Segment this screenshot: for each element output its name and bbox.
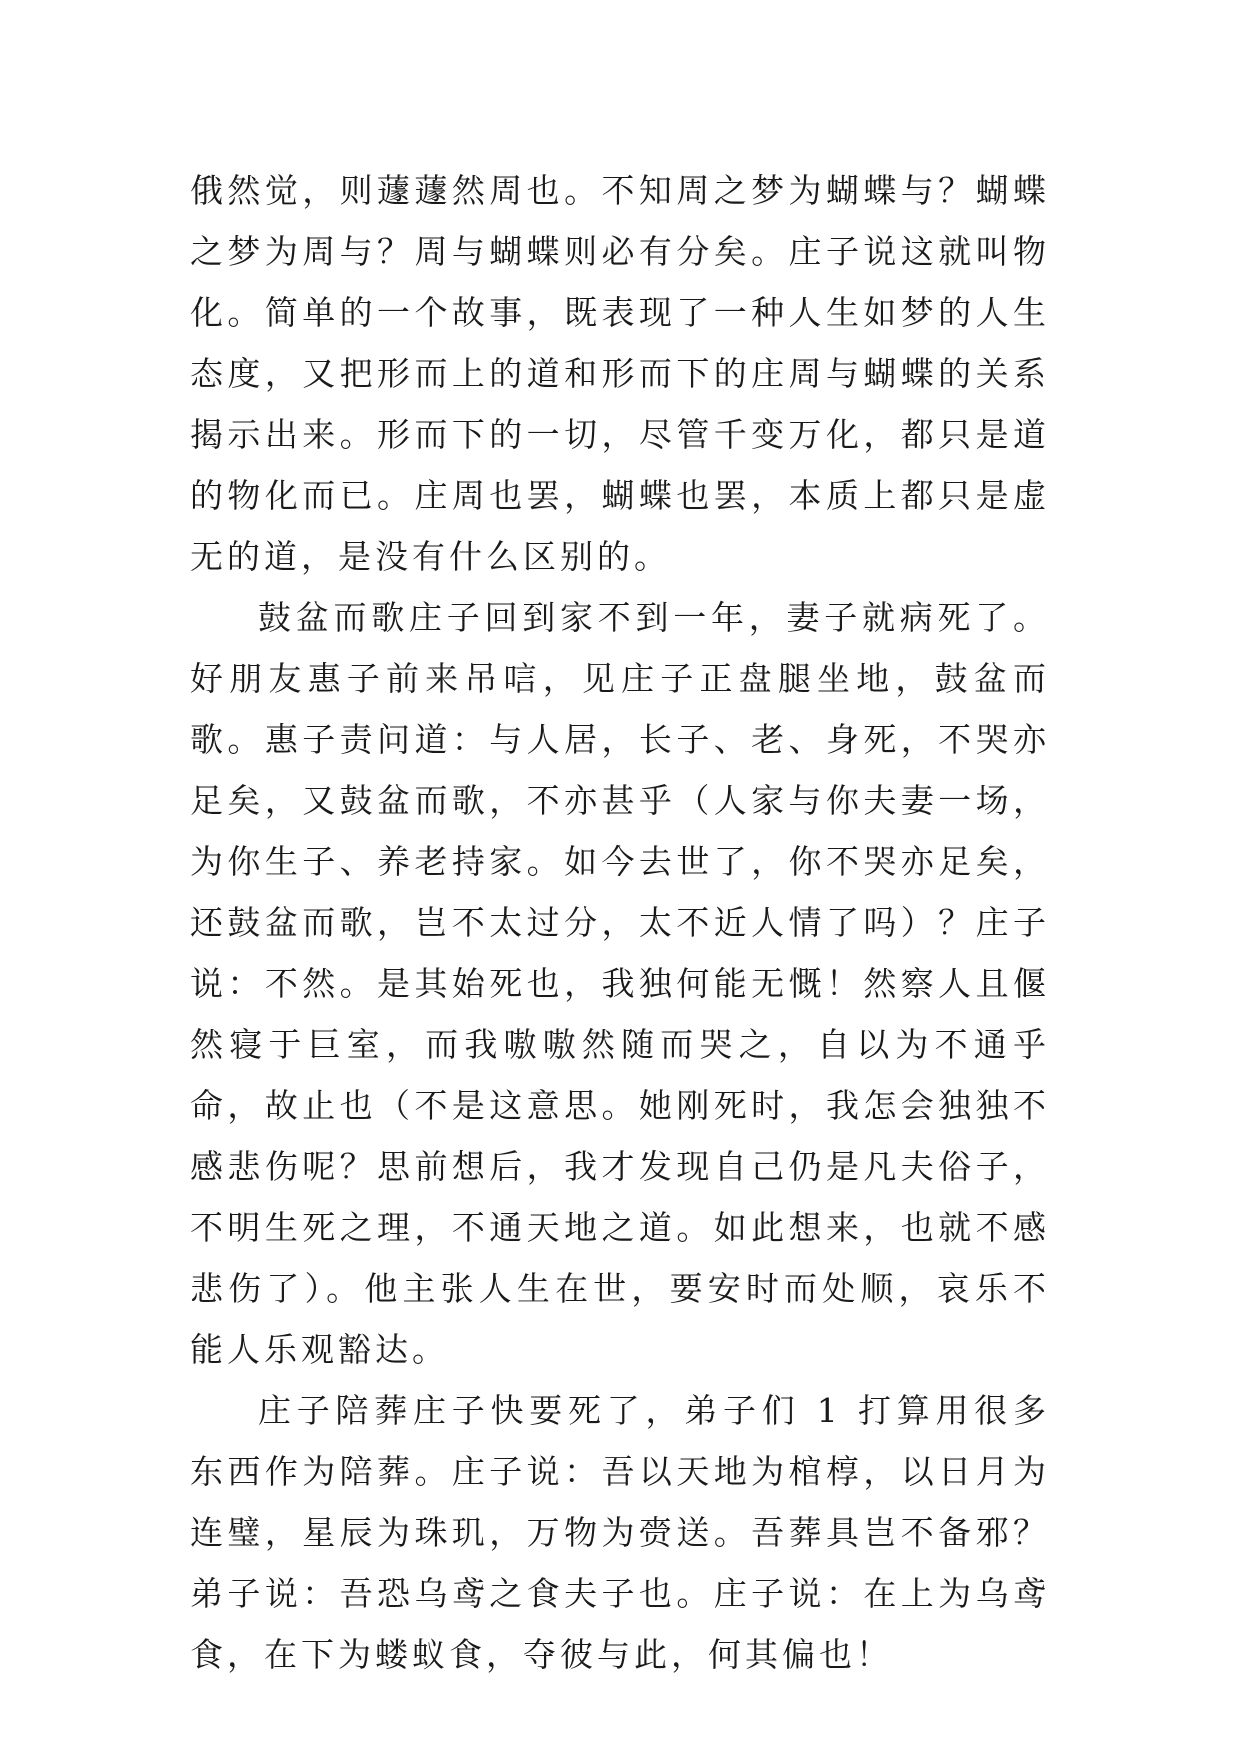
document-body: [190, 160, 1050, 1685]
paragraph-burial: 庄子陪葬庄子快要死了，弟子们 1 打算用很多东西作为陪葬。庄子说：吾以天地为棺椁，以日月为连璧，星辰为珠玑，万物为赍送。吾葬具岂不备邪？弟子说：吾恐乌鸢之食夫子也。庄子说：在上为乌鸢食，在下为蝼蚁食，夺彼与此，何其偏也！: [190, 1391, 1050, 1674]
paragraph-drumming-basin: 鼓盆而歌庄子回到家不到一年，妻子就病死了。好朋友惠子前来吊唁，见庄子正盘腿坐地，鼓盆而歌。惠子责问道：与人居，长子、老、身死，不哭亦足矣，又鼓盆而歌，不亦甚乎（人家与你夫妻一场，为你生子、养老持家。如今去世了，你不哭亦足矣，还鼓盆而歌，岂不太过分，太不近人情了吗）？庄子说：不然。是其始死也，我独何能无慨！然察人且偃然寝于巨室，而我嗷嗷然随而哭之，自以为不通乎命，故止也（不是这意思。她刚死时，我怎会独独不感悲伤呢？思前想后，我才发现自己仍是凡夫俗子，不明生死之理，不通天地之道。如此想来，也就不感悲伤了）。他主张人生在世，要安时而处顺，哀乐不能人乐观豁达。: [190, 598, 1050, 1369]
paragraph-butterfly-dream: 俄然觉，则蘧蘧然周也。不知周之梦为蝴蝶与？蝴蝶之梦为周与？周与蝴蝶则必有分矣。庄子说这就叫物化。简单的一个故事，既表现了一种人生如梦的人生态度，又把形而上的道和形而下的庄周与蝴蝶的关系揭示出来。形而下的一切，尽管千变万化，都只是道的物化而已。庄周也罢，蝴蝶也罢，本质上都只是虚无的道，是没有什么区别的。: [190, 171, 1050, 576]
